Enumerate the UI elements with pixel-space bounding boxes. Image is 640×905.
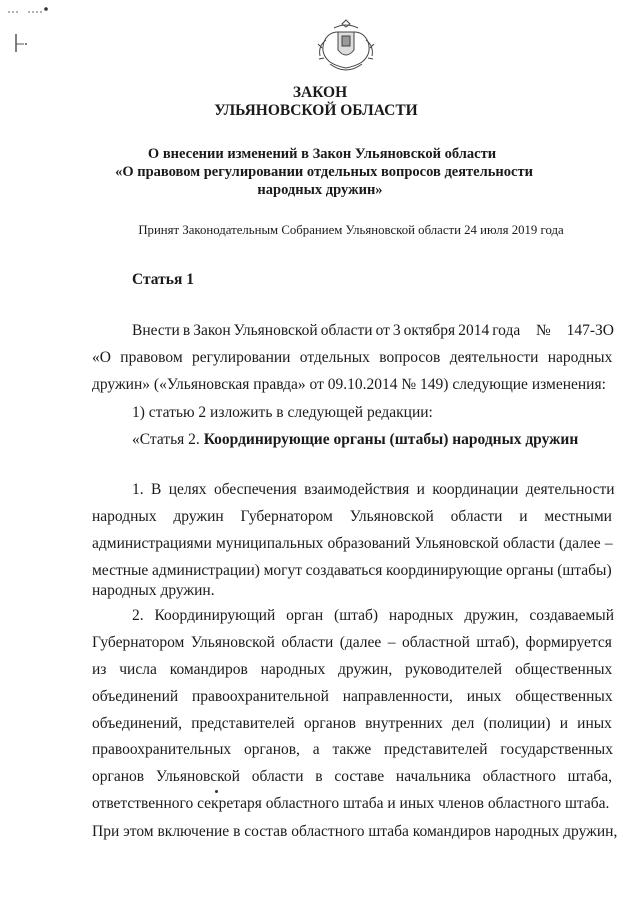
para2-line: из числа командиров народных дружин, руководителей общественных — [92, 661, 613, 678]
coat-of-arms-emblem — [312, 18, 380, 78]
para2-line: объединений, представителей органов внутренних дел (полиции) и иных — [92, 715, 612, 732]
law-title-line1: ЗАКОН — [292, 84, 348, 101]
article-line: «О правовом регулировании отдельных вопросов деятельности народных — [92, 349, 613, 366]
subtitle-line1: О внесении изменений в Закон Ульяновской области — [147, 146, 497, 162]
para1-line: местные администрации) могут создаваться координирующие органы (штабы) — [92, 562, 612, 579]
section-prefix: «Статья 2. — [132, 431, 204, 448]
para2-line: органов Ульяновской области в составе начальника областного штаба, — [92, 768, 613, 785]
para2-line: 2. Координирующий орган (штаб) народных дружин, создаваемый — [132, 607, 614, 624]
subtitle-line3: народных дружин» — [257, 182, 383, 198]
section-heading — [132, 431, 578, 449]
scan-dot — [215, 790, 218, 793]
scan-marks — [6, 4, 56, 64]
adoption-note: Принят Законодательным Собранием Ульяновской области 24 июля 2019 года — [138, 223, 564, 237]
article-line: 1) статью 2 изложить в следующей редакции: — [132, 404, 433, 421]
para1-line: народных дружин. — [92, 582, 215, 599]
section-title: Координирующие органы (штабы) народных дружин — [203, 431, 579, 448]
article-line: дружин» («Ульяновская правда» от 09.10.2014 № 149) следующие изменения: — [92, 376, 606, 393]
para2-line: правоохранительных органов, а также представителей государственных — [92, 741, 613, 758]
para2-line: Губернатором Ульяновской области (далее – областной штаб), формируется — [92, 634, 612, 651]
para1-line: 1. В целях обеспечения взаимодействия и координации деятельности — [132, 481, 615, 498]
para1-line: администрациями муниципальных образований Ульяновской области (далее – — [92, 535, 613, 552]
para1-line: народных дружин Губернатором Ульяновской области и местными — [92, 508, 612, 525]
subtitle-line2: «О правовом регулировании отдельных вопросов деятельности — [115, 164, 533, 180]
law-title-line2: УЛЬЯНОВСКОЙ ОБЛАСТИ — [214, 102, 418, 119]
article-heading: Статья 1 — [132, 271, 194, 288]
para2-line: ответственного секретаря областного штаба и иных членов областного штаба. — [92, 795, 610, 812]
article-line: Внести в Закон Ульяновской области от 3 октября 2014 года № 147-ЗО — [132, 322, 614, 339]
para2-line: объединений правоохранительной направленности, иных общественных — [92, 688, 613, 705]
para2-line: При этом включение в состав областного штаба командиров народных дружин, — [92, 823, 618, 840]
